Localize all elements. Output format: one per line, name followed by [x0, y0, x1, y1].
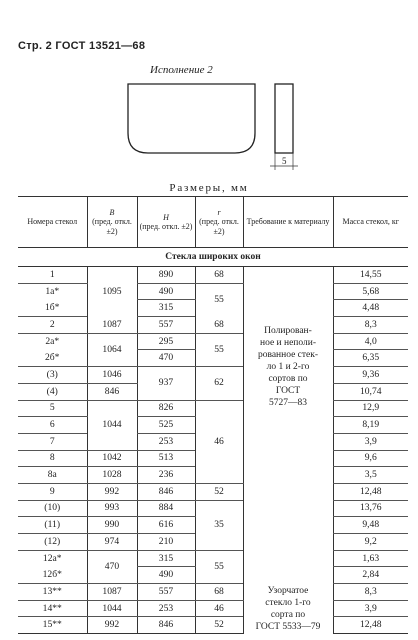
table-row: (12) 974 210 9,2 — [18, 534, 408, 551]
glass-side-outline — [275, 84, 293, 153]
glass-drawing — [0, 0, 418, 180]
material-note-patterned: Узорчатое стекло 1-го сорта по ГОСТ 5533—79 — [243, 584, 333, 634]
table-row: 12б* 490 2,84 — [18, 567, 408, 584]
table-subheader: Стекла широких окон — [18, 248, 408, 267]
table-row: 1 1095 890 68 Полирован- ное и неполи- рованное стек- ло 1 и 2-го сортов по ГОСТ 5727—83 14,55 — [18, 267, 408, 284]
table-row: 2а* 1064 295 55 4,0 — [18, 333, 408, 350]
table-row: (4) 846 10,74 — [18, 383, 408, 400]
table-row: (11) 990 616 9,48 — [18, 517, 408, 534]
table-row: 14** 1044 253 46 3,9 — [18, 600, 408, 617]
page-header: Стр. 2 ГОСТ 13521—68 — [18, 40, 146, 52]
col-header-number: Номера стекол — [18, 197, 87, 248]
col-header-b: B (пред. откл. ±2) — [87, 197, 137, 248]
table-row: 15** 992 846 52 12,48 — [18, 617, 408, 634]
glass-front-outline — [128, 84, 255, 153]
table-row: (3) 1046 937 62 9,36 — [18, 367, 408, 384]
sizes-heading: Размеры, мм — [169, 182, 249, 194]
variant-title: Исполнение 2 — [150, 64, 213, 76]
table-row: 12а* 470 315 55 1,63 — [18, 550, 408, 567]
col-header-material: Требование к материалу — [243, 197, 333, 248]
table-row: 6 525 8,19 — [18, 417, 408, 434]
table-row: 1б* 315 4,48 — [18, 300, 408, 317]
dimensions-table — [18, 196, 408, 634]
col-header-r: r (пред. откл. ±2) — [195, 197, 243, 248]
table-row: 1а* 490 55 5,68 — [18, 283, 408, 300]
table-row: 8 1042 513 9,6 — [18, 450, 408, 467]
table-row: 5 1044 826 46 12,9 — [18, 400, 408, 417]
col-header-mass: Масса стекол, кг — [333, 197, 408, 248]
col-header-h: H (пред. откл. ±2) — [137, 197, 195, 248]
table-row: 2б* 470 6,35 — [18, 350, 408, 367]
table-row: 2 1087 557 68 8,3 — [18, 317, 408, 334]
table-row: (10) 993 884 35 13,76 — [18, 500, 408, 517]
material-note-polished: Полирован- ное и неполи- рованное стек- ло 1 и 2-го сортов по ГОСТ 5727—83 — [243, 267, 333, 467]
thickness-dimension-label: 5 — [282, 156, 287, 166]
table-row: 7 253 3,9 — [18, 433, 408, 450]
table-row: 13** 1087 557 68 Узорчатое стекло 1-го сорта по ГОСТ 5533—79 8,3 — [18, 584, 408, 601]
table-row: 9 992 846 52 12,48 — [18, 483, 408, 500]
table-row: 8а 1028 236 3,5 — [18, 467, 408, 484]
